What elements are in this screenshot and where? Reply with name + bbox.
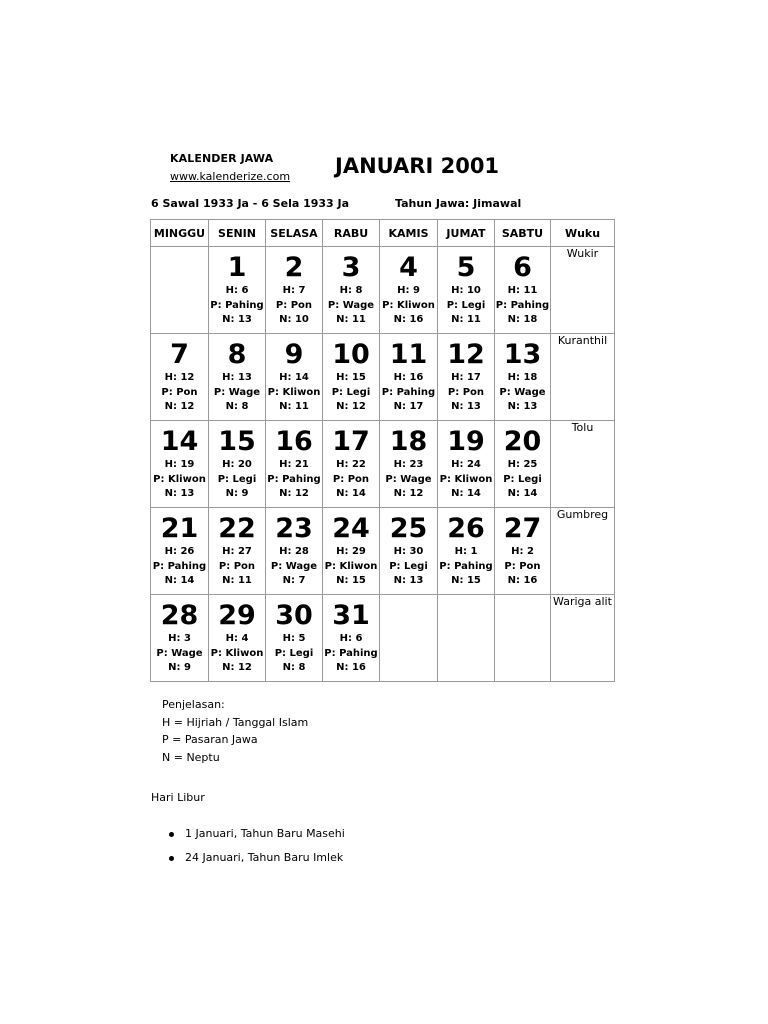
wuku-cell: Tolu (551, 421, 615, 508)
pasaran: P: Pahing (152, 560, 207, 572)
pasaran: P: Pon (332, 473, 370, 485)
neptu: N: 13 (451, 401, 481, 412)
day-cell (438, 247, 495, 334)
empty-day-cell (151, 247, 209, 334)
neptu: N: 18 (507, 314, 538, 325)
pasaran: P: Wage (270, 560, 318, 572)
hijri-date: H: 8 (339, 285, 363, 296)
hijri-date: H: 18 (507, 372, 538, 383)
day-cell (495, 508, 551, 595)
day-cell (209, 595, 266, 682)
day-number: 11 (389, 339, 428, 370)
day-cell (380, 334, 438, 421)
pasaran: P: Wage (499, 386, 546, 398)
pasaran: P: Legi (274, 647, 314, 659)
day-cell (438, 421, 495, 508)
day-number: 25 (389, 513, 428, 544)
day-cell (380, 247, 438, 334)
hijri-date: H: 6 (225, 285, 249, 296)
neptu: N: 12 (393, 488, 424, 499)
brand-label: KALENDER JAWA (170, 152, 274, 165)
day-number: 16 (275, 426, 313, 457)
legend (162, 696, 308, 766)
hijri-date: H: 11 (507, 285, 538, 296)
day-cell (495, 247, 551, 334)
javanese-date-range: 6 Sawal 1933 Ja - 6 Sela 1933 Ja (151, 197, 350, 210)
day-number: 28 (160, 600, 199, 631)
day-number: 17 (332, 426, 370, 457)
pasaran: P: Legi (389, 560, 428, 572)
day-number: 2 (284, 252, 304, 283)
hijri-date: H: 22 (336, 459, 366, 470)
column-header: Wuku (551, 220, 615, 247)
hijri-date: H: 17 (451, 372, 481, 383)
day-number: 10 (332, 339, 370, 370)
neptu: N: 13 (222, 314, 252, 325)
empty-day-cell (380, 595, 438, 682)
calendar-table (150, 219, 615, 682)
day-cell (266, 247, 323, 334)
neptu: N: 17 (393, 401, 424, 412)
hijri-date: H: 29 (336, 546, 366, 557)
column-header: JUMAT (438, 220, 495, 247)
day-number: 1 (227, 252, 247, 283)
column-header: MINGGU (151, 220, 209, 247)
day-cell (151, 421, 209, 508)
day-cell (380, 508, 438, 595)
day-number: 31 (332, 600, 370, 631)
wuku-cell: Wariga alit (551, 595, 615, 682)
day-number: 24 (332, 513, 370, 544)
pasaran: P: Wage (385, 473, 432, 485)
wuku-cell: Kuranthil (551, 334, 615, 421)
wuku-cell: Gumbreg (551, 508, 615, 595)
hijri-date: H: 14 (279, 372, 309, 383)
day-number: 4 (399, 252, 418, 283)
hijri-date: H: 25 (507, 459, 538, 470)
holidays-title: Hari Libur (151, 791, 205, 804)
neptu: N: 14 (451, 488, 481, 499)
neptu: N: 14 (507, 488, 538, 499)
neptu: N: 12 (279, 488, 309, 499)
hijri-date: H: 16 (393, 372, 424, 383)
holiday-item: 1 Januari, Tahun Baru Masehi (150, 826, 345, 850)
hijri-date: H: 2 (511, 546, 534, 557)
hijri-date: H: 10 (451, 285, 481, 296)
day-cell (323, 595, 380, 682)
hijri-date: H: 23 (393, 459, 424, 470)
day-number: 5 (456, 252, 476, 283)
day-number: 7 (170, 339, 189, 370)
javanese-year: Tahun Jawa: Jimawal (395, 197, 522, 210)
day-cell (323, 421, 380, 508)
neptu: N: 13 (164, 488, 195, 499)
neptu: N: 12 (336, 401, 366, 412)
neptu: N: 11 (451, 314, 481, 325)
neptu: N: 8 (282, 662, 306, 673)
day-cell (266, 421, 323, 508)
hijri-date: H: 9 (397, 285, 420, 296)
neptu: N: 16 (393, 314, 424, 325)
pasaran: P: Pon (275, 299, 313, 311)
pasaran: P: Pon (218, 560, 256, 572)
pasaran: P: Pahing (439, 560, 493, 572)
day-cell (209, 247, 266, 334)
hijri-date: H: 21 (279, 459, 309, 470)
legend-item: H = Hijriah / Tanggal Islam (162, 715, 309, 729)
hijri-date: H: 12 (164, 372, 195, 383)
hijri-date: H: 30 (393, 546, 424, 557)
neptu: N: 13 (393, 575, 424, 586)
hijri-date: H: 26 (164, 546, 195, 557)
day-number: 12 (447, 339, 485, 370)
day-cell (323, 334, 380, 421)
page-title: JANUARI 2001 (335, 154, 500, 178)
day-cell (323, 247, 380, 334)
holiday-item: 24 Januari, Tahun Baru Imlek (150, 850, 345, 874)
day-number: 8 (227, 339, 247, 370)
pasaran: P: Pon (504, 560, 541, 572)
legend-item: N = Neptu (162, 750, 220, 764)
pasaran: P: Kliwon (210, 647, 264, 659)
day-number: 13 (503, 339, 542, 370)
website-link[interactable]: www.kalenderize.com (170, 170, 291, 183)
neptu: N: 12 (164, 401, 195, 412)
calendar-week-row (151, 595, 615, 682)
neptu: N: 15 (451, 575, 481, 586)
day-number: 15 (218, 426, 256, 457)
day-number: 20 (503, 426, 542, 457)
day-number: 19 (447, 426, 485, 457)
pasaran: P: Legi (503, 473, 542, 485)
hijri-date: H: 24 (451, 459, 481, 470)
column-header: SABTU (495, 220, 551, 247)
hijri-date: H: 27 (222, 546, 252, 557)
neptu: N: 13 (507, 401, 538, 412)
neptu: N: 15 (336, 575, 366, 586)
hijri-date: H: 5 (282, 633, 306, 644)
column-header: SENIN (209, 220, 266, 247)
pasaran: P: Wage (327, 299, 375, 311)
pasaran: P: Legi (446, 299, 486, 311)
day-number: 14 (160, 426, 199, 457)
hijri-date: H: 15 (336, 372, 366, 383)
day-number: 27 (503, 513, 542, 544)
neptu: N: 9 (168, 662, 191, 673)
day-cell (495, 334, 551, 421)
neptu: N: 16 (336, 662, 366, 673)
legend-title: Penjelasan: (162, 698, 225, 711)
neptu: N: 14 (336, 488, 366, 499)
day-cell (209, 421, 266, 508)
day-number: 26 (447, 513, 485, 544)
day-cell (495, 421, 551, 508)
day-cell (438, 334, 495, 421)
neptu: N: 9 (225, 488, 249, 499)
pasaran: P: Pahing (267, 473, 321, 485)
empty-day-cell (495, 595, 551, 682)
hijri-date: H: 19 (164, 459, 195, 470)
hijri-date: H: 20 (222, 459, 252, 470)
neptu: N: 10 (279, 314, 309, 325)
hijri-date: H: 3 (168, 633, 191, 644)
pasaran: P: Wage (156, 647, 203, 659)
pasaran: P: Legi (331, 386, 371, 398)
holiday-list (150, 826, 345, 874)
pasaran: P: Kliwon (439, 473, 493, 485)
day-cell (266, 334, 323, 421)
neptu: N: 11 (222, 575, 252, 586)
day-cell (151, 595, 209, 682)
column-header: SELASA (266, 220, 323, 247)
day-number: 30 (275, 600, 313, 631)
hijri-date: H: 1 (454, 546, 478, 557)
column-header: RABU (323, 220, 380, 247)
neptu: N: 16 (507, 575, 538, 586)
calendar-week-row (151, 247, 615, 334)
hijri-date: H: 13 (222, 372, 252, 383)
day-cell (323, 508, 380, 595)
neptu: N: 11 (279, 401, 309, 412)
neptu: N: 8 (225, 401, 249, 412)
pasaran: P: Pahing (324, 647, 378, 659)
neptu: N: 11 (336, 314, 366, 325)
day-number: 22 (218, 513, 256, 544)
pasaran: P: Pahing (210, 299, 264, 311)
legend-item: P = Pasaran Jawa (162, 733, 258, 746)
calendar-week-row (151, 508, 615, 595)
calendar-week-row (151, 334, 615, 421)
day-number: 3 (341, 252, 361, 283)
hijri-date: H: 28 (279, 546, 309, 557)
neptu: N: 14 (164, 575, 195, 586)
pasaran: P: Wage (213, 386, 261, 398)
hijri-date: H: 7 (282, 285, 306, 296)
column-header: KAMIS (380, 220, 438, 247)
day-number: 29 (218, 600, 256, 631)
day-number: 21 (160, 513, 199, 544)
day-cell (266, 595, 323, 682)
pasaran: P: Kliwon (382, 299, 435, 311)
pasaran: P: Pon (161, 386, 198, 398)
wuku-cell: Wukir (551, 247, 615, 334)
day-cell (209, 334, 266, 421)
day-cell (266, 508, 323, 595)
day-cell (151, 334, 209, 421)
pasaran: P: Legi (217, 473, 257, 485)
neptu: N: 7 (282, 575, 306, 586)
hijri-date: H: 6 (339, 633, 363, 644)
day-number: 9 (284, 339, 304, 370)
day-cell (438, 508, 495, 595)
hijri-date: H: 4 (225, 633, 249, 644)
day-number: 6 (513, 252, 532, 283)
pasaran: P: Kliwon (267, 386, 321, 398)
pasaran: P: Pahing (381, 386, 436, 398)
calendar-week-row (151, 421, 615, 508)
day-cell (380, 421, 438, 508)
pasaran: P: Kliwon (153, 473, 206, 485)
day-number: 18 (389, 426, 428, 457)
pasaran: P: Kliwon (324, 560, 378, 572)
day-cell (209, 508, 266, 595)
pasaran: P: Pon (447, 386, 485, 398)
day-cell (151, 508, 209, 595)
pasaran: P: Pahing (495, 299, 550, 311)
calendar-header-row (151, 220, 615, 247)
neptu: N: 12 (222, 662, 252, 673)
empty-day-cell (438, 595, 495, 682)
day-number: 23 (275, 513, 313, 544)
